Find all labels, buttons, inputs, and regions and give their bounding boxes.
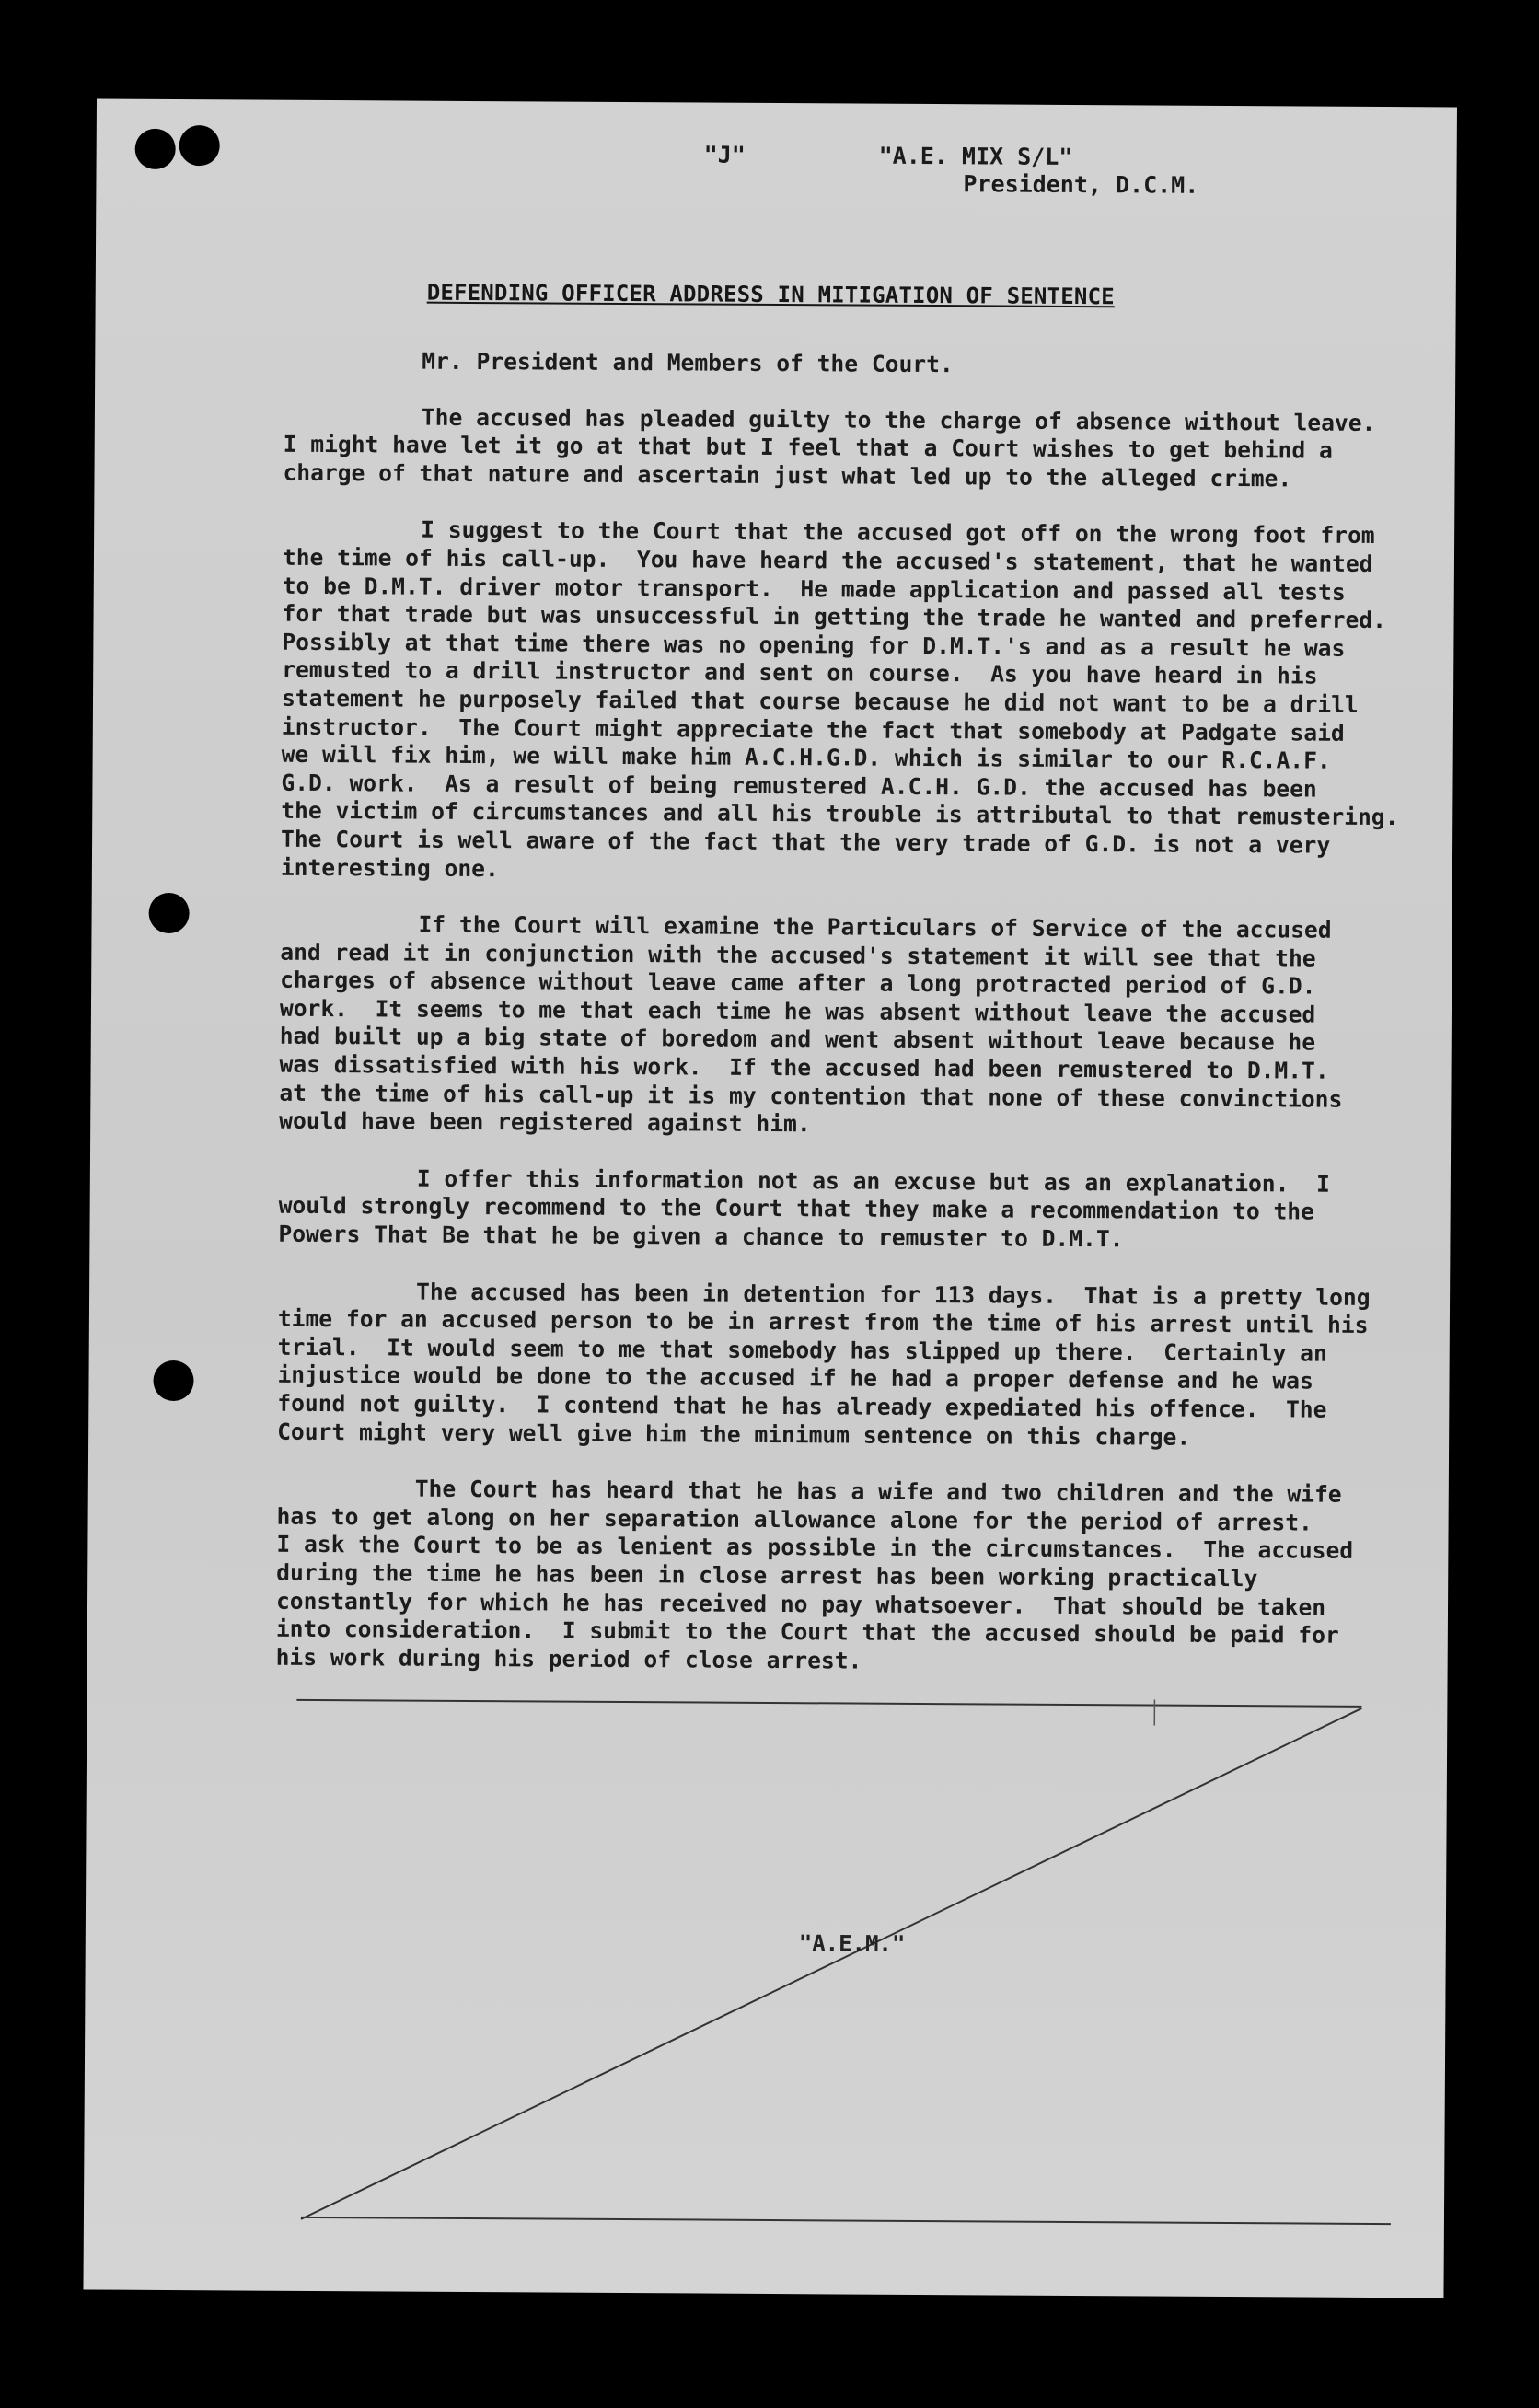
text-line: during the time he has been in close arrest has been working practically — [276, 1558, 1258, 1592]
text-line: found not guilty. I contend that he has already expediated his offence. The — [277, 1389, 1327, 1423]
text-line: If the Court will examine the Particulars of Service of the accused — [418, 910, 1332, 944]
text-line: I ask the Court to be as lenient as possible in the circumstances. The accused — [276, 1531, 1354, 1565]
text-line: The accused has pleaded guilty to the charge of absence without leave. — [421, 403, 1376, 436]
text-line: the time of his call-up. You have heard the accused's statement, that he wanted — [282, 543, 1373, 577]
text-line: statement he purposely failed that course because he did not want to be a drill — [281, 684, 1359, 718]
text-line: and read it in conjunction with the accused's statement it will see that the — [280, 938, 1316, 972]
text-line: into consideration. I submit to the Court that the accused should be paid for — [275, 1615, 1339, 1649]
text-line: charge of that nature and ascertain just what led up to the alleged crime. — [283, 458, 1292, 492]
diagonal-strike-line — [301, 1702, 1361, 2226]
text-line: interesting one. — [280, 853, 499, 882]
text-line: trial. It would seem to me that somebody has slipped up there. Certainly an — [277, 1333, 1327, 1367]
text-line: charges of absence without leave came after a long protracted period of G.D. — [280, 967, 1316, 1000]
document-title: DEFENDING OFFICER ADDRESS IN MITIGATION OF SENTENCE — [426, 279, 1115, 310]
text-line: The accused has been in detention for 113 days. That is a pretty long — [416, 1278, 1371, 1311]
text-line: Powers That Be that he be given a chance to remuster to D.M.T. — [278, 1220, 1124, 1253]
text-line: injustice would be done to the accused if he had a proper defense and he was — [277, 1361, 1313, 1395]
text-line: Court might very well give him the minimum sentence on this charge. — [277, 1418, 1191, 1451]
text-line: constantly for which he has received no pay whatsoever. That should be taken — [275, 1587, 1326, 1621]
text-line: I offer this information not as an excuse but as an explanation. I — [416, 1164, 1330, 1198]
text-line: I might have let it go at that but I feel that a Court wishes to get behind a — [283, 430, 1333, 464]
text-line: time for an accused person to be in arrest from the time of his arrest until his — [277, 1304, 1369, 1339]
text-line: to be D.M.T. driver motor transport. He made application and passed all tests — [282, 572, 1346, 606]
document-page — [83, 98, 1457, 2298]
text-line: had built up a big state of boredom and went absent without leave because he — [279, 1023, 1316, 1057]
text-line: instructor. The Court might appreciate the fact that somebody at Padgate said — [281, 712, 1345, 747]
text-line: The Court has heard that he has a wife and two children and the wife — [414, 1475, 1342, 1508]
text-line: for that trade but was unsuccessful in getting the trade he wanted and preferred. — [282, 599, 1387, 634]
text-line: the victim of circumstances and all his trouble is attributal to that remustering. — [281, 797, 1399, 831]
text-line: was dissatisfied with his work. If the accused had been remustered to D.M.T. — [279, 1050, 1329, 1084]
salutation: Mr. President and Members of the Court. — [422, 347, 954, 378]
text-line: The Court is well aware of the fact that the very trade of G.D. is not a very — [281, 825, 1331, 859]
header-mark: "J" — [703, 141, 746, 168]
text-line: his work during his period of close arrest. — [275, 1643, 862, 1674]
text-line: work. It seems to me that each time he was absent without leave the accused — [279, 994, 1316, 1028]
top-rule-line — [296, 1700, 1361, 1707]
text-line: Possibly at that time there was no opening for D.M.T.'s and as a result he was — [282, 628, 1346, 662]
strike-through-lines — [83, 98, 1457, 2298]
header-president: President, D.C.M. — [963, 170, 1199, 199]
bottom-rule-line — [301, 2217, 1391, 2224]
signature-initials: "A.E.M." — [798, 1930, 906, 1957]
text-line: would have been registered against him. — [279, 1106, 811, 1138]
text-line: we will fix him, we will make him A.C.H.G.D. which is similar to our R.C.A.F. — [281, 740, 1331, 774]
header-reference: "A.E. MIX S/L" — [878, 142, 1073, 170]
text-line: remusted to a drill instructor and sent on course. As you have heard in his — [282, 656, 1318, 689]
text-line: has to get along on her separation allowance alone for the period of arrest. — [276, 1502, 1313, 1536]
text-line: I suggest to the Court that the accused got off on the wrong foot from — [421, 516, 1375, 550]
text-line: G.D. work. As a result of being remustered A.C.H. G.D. the accused has been — [281, 769, 1317, 803]
text-line: would strongly recommend to the Court that they make a recommendation to the — [278, 1192, 1315, 1226]
text-line: at the time of his call-up it is my contention that none of these convinctions — [279, 1079, 1343, 1113]
